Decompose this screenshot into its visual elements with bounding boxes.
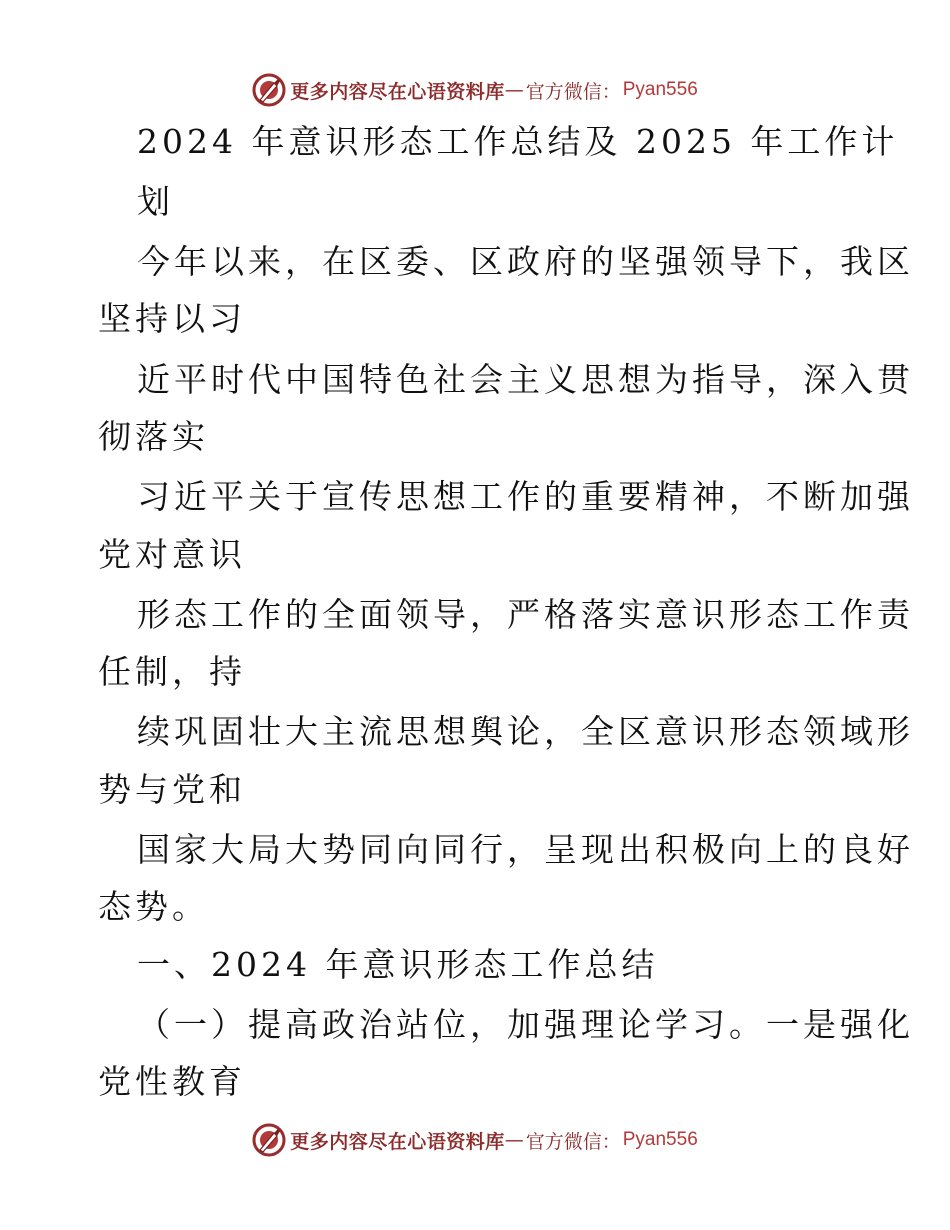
banner-wechat-label: 官方微信： [525, 1130, 621, 1153]
paragraph-line: 党性教育 [98, 1062, 246, 1101]
footer-banner [0, 1120, 950, 1160]
banner-wechat-label: 官方微信： [525, 80, 621, 103]
section-heading: 一、2024 年意识形态工作总结 [137, 945, 659, 984]
banner-wechat-id: Pyan556 [622, 79, 698, 100]
pen-logo-icon [252, 73, 286, 107]
banner-wechat-id: Pyan556 [622, 1129, 698, 1150]
paragraph-line: 国家大局大势同向同行，呈现出积极向上的良好 [137, 830, 914, 869]
paragraph-line: 形态工作的全面领导，严格落实意识形态工作责 [137, 595, 914, 634]
paragraph-line: 彻落实 [98, 417, 209, 456]
paragraph-line: 坚持以习 [98, 299, 246, 338]
pen-logo-icon [252, 1123, 286, 1157]
paragraph-line: 近平时代中国特色社会主义思想为指导，深入贯 [137, 360, 914, 399]
paragraph-line: 习近平关于宣传思想工作的重要精神，不断加强 [137, 477, 914, 516]
paragraph-line: （一）提高政治站位，加强理论学习。一是强化 [137, 1005, 914, 1044]
paragraph-line: 今年以来，在区委、区政府的坚强领导下，我区 [137, 242, 914, 281]
document-title-line-1: 2024 年意识形态工作总结及 2025 年工作计 [137, 122, 899, 161]
header-banner [0, 70, 950, 110]
banner-text: 更多内容尽在心语资料库 [290, 1130, 505, 1153]
banner-text: 更多内容尽在心语资料库 [290, 80, 505, 103]
paragraph-line: 党对意识 [98, 535, 246, 574]
banner-separator: — [504, 1129, 524, 1151]
paragraph-line: 任制，持 [98, 652, 246, 691]
paragraph-line: 续巩固壮大主流思想舆论，全区意识形态领域形 [137, 712, 914, 751]
paragraph-line: 态势。 [98, 887, 209, 926]
paragraph-line: 势与党和 [98, 770, 246, 809]
document-title-line-2: 划 [137, 182, 174, 221]
banner-separator: — [504, 79, 524, 101]
